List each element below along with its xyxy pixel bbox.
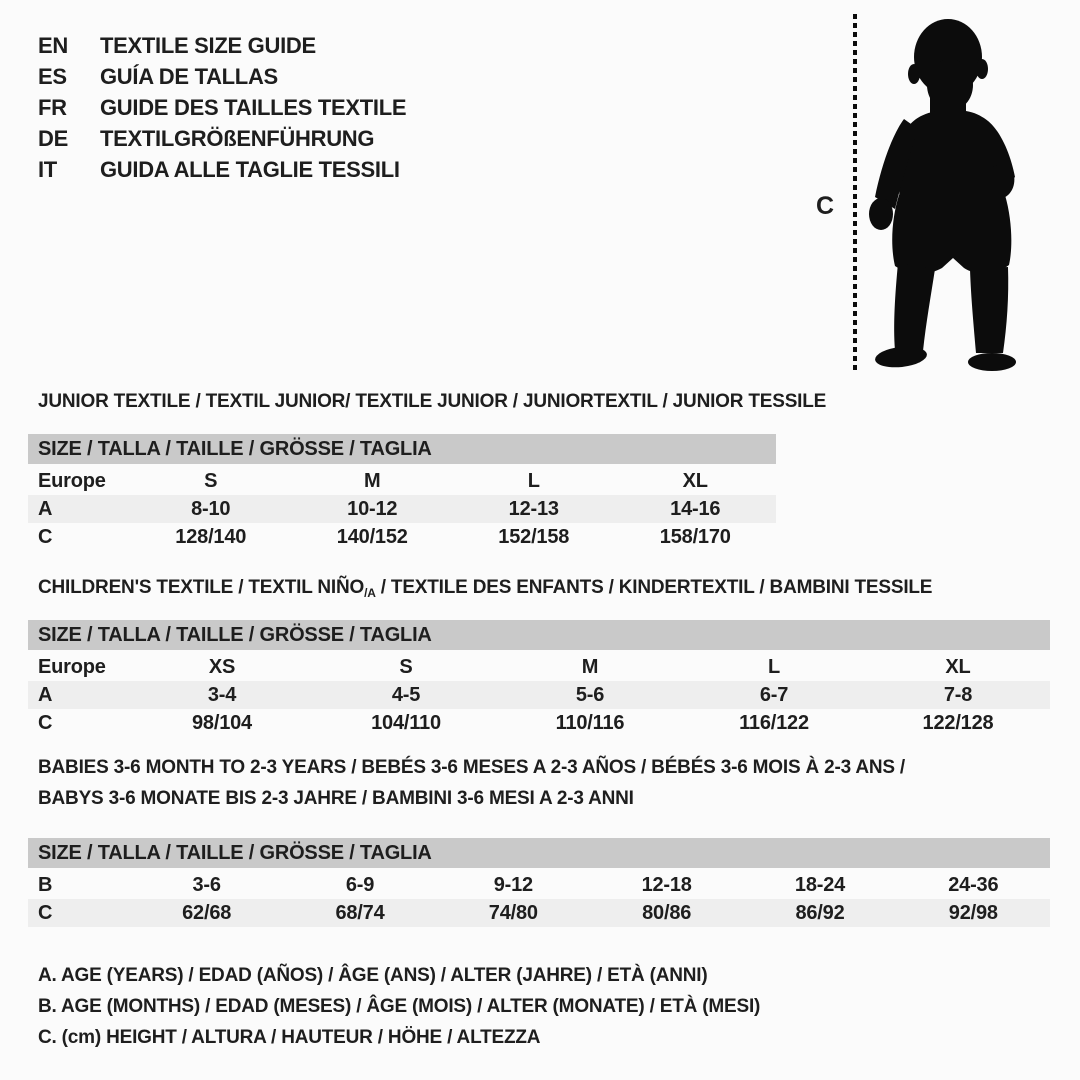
- months-cell: 18-24: [794, 873, 846, 896]
- size-cell: XS: [208, 655, 236, 678]
- age-cell: 5-6: [575, 683, 605, 706]
- size-cell: S: [204, 469, 218, 492]
- size-cell: M: [581, 655, 599, 678]
- row-label: A: [38, 497, 53, 520]
- height-cell: 104/110: [371, 711, 441, 734]
- months-cell: 12-18: [641, 873, 692, 896]
- age-cell: 12-13: [508, 497, 559, 520]
- height-cell: 158/170: [659, 525, 731, 548]
- language-row-de: [38, 123, 406, 154]
- language-code: FR: [38, 94, 67, 120]
- children-title-prefix: CHILDREN'S TEXTILE / TEXTIL NIÑO: [38, 577, 365, 598]
- children-size-row: [28, 653, 1050, 681]
- guide-title-it: GUIDA ALLE TAGLIE TESSILI: [100, 156, 400, 182]
- size-header-bar: [28, 620, 1050, 650]
- junior-size-row: [28, 467, 776, 495]
- children-age-row: [28, 681, 1050, 709]
- height-cell: 140/152: [336, 525, 408, 548]
- size-header-label: SIZE / TALLA / TAILLE / GRÖSSE / TAGLIA: [38, 437, 432, 460]
- size-header-bar: [28, 838, 1050, 868]
- row-label: C: [38, 525, 53, 548]
- region-label: Europe: [38, 469, 106, 492]
- row-label: C: [38, 901, 53, 924]
- children-size-table: [28, 620, 1050, 737]
- age-cell: 14-16: [670, 497, 721, 520]
- row-label: C: [38, 711, 53, 734]
- guide-title-de: TEXTILGRÖßENFÜHRUNG: [100, 125, 375, 151]
- months-cell: 9-12: [493, 873, 533, 896]
- size-cell: M: [364, 469, 381, 492]
- guide-title-fr: GUIDE DES TAILLES TEXTILE: [100, 94, 407, 120]
- height-cell: 98/104: [192, 711, 252, 734]
- junior-age-row: [28, 495, 776, 523]
- size-cell: S: [399, 655, 413, 678]
- height-measure-dotted-line: [853, 14, 857, 374]
- language-code: DE: [38, 125, 68, 151]
- height-cell: 68/74: [335, 901, 385, 924]
- height-cell: 80/86: [642, 901, 692, 924]
- age-cell: 8-10: [191, 497, 231, 520]
- language-row-en: [38, 30, 406, 61]
- measure-legend: [38, 960, 760, 1053]
- babies-section-title: [38, 752, 905, 814]
- age-cell: 6-7: [759, 683, 789, 706]
- guide-title-es: GUÍA DE TALLAS: [100, 63, 278, 89]
- months-cell: 6-9: [345, 873, 375, 896]
- language-row-it: [38, 154, 406, 185]
- height-cell: 122/128: [922, 711, 994, 734]
- height-cell: 62/68: [182, 901, 232, 924]
- toddler-silhouette-icon: [864, 17, 1018, 373]
- babies-height-row: [28, 899, 1050, 927]
- babies-months-row: [28, 871, 1050, 899]
- row-label: A: [38, 683, 53, 706]
- row-label: B: [38, 873, 53, 896]
- babies-size-table: [28, 838, 1050, 927]
- height-cell: 116/122: [739, 711, 809, 734]
- guide-title-en: TEXTILE SIZE GUIDE: [100, 32, 316, 58]
- language-code: ES: [38, 63, 67, 89]
- language-row-es: [38, 61, 406, 92]
- region-label: Europe: [38, 655, 106, 678]
- age-cell: 7-8: [943, 683, 973, 706]
- junior-height-row: [28, 523, 776, 551]
- children-title-subscript: /A: [364, 586, 376, 600]
- age-cell: 10-12: [347, 497, 398, 520]
- babies-title-line1: BABIES 3-6 MONTH TO 2-3 YEARS / BEBÉS 3-6 MESES A 2-3 AÑOS / BÉBÉS 3-6 MOIS À 2-3 ANS /: [38, 757, 906, 778]
- size-cell: L: [767, 655, 781, 678]
- age-cell: 4-5: [391, 683, 421, 706]
- height-cell: 74/80: [488, 901, 538, 924]
- children-height-row: [28, 709, 1050, 737]
- height-cell: 128/140: [175, 525, 247, 548]
- size-header-bar: [28, 434, 776, 464]
- babies-title-line2: BABYS 3-6 MONATE BIS 2-3 JAHRE / BAMBINI 3-6 MESI A 2-3 ANNI: [38, 788, 634, 809]
- junior-size-table: [28, 434, 776, 551]
- height-cell: 110/116: [555, 711, 625, 734]
- children-title-suffix: / TEXTILE DES ENFANTS / KINDERTEXTIL / BAMBINI TESSILE: [375, 577, 933, 598]
- language-header: [38, 30, 406, 185]
- size-cell: XL: [945, 655, 971, 678]
- legend-line-b: B. AGE (MONTHS) / EDAD (MESES) / ÂGE (MOIS) / ALTER (MONATE) / ETÀ (MESI): [38, 996, 761, 1017]
- height-cell: 86/92: [795, 901, 845, 924]
- children-section-title: [38, 577, 932, 600]
- months-cell: 24-36: [948, 873, 999, 896]
- height-cell: 152/158: [498, 525, 570, 548]
- size-header-label: SIZE / TALLA / TAILLE / GRÖSSE / TAGLIA: [38, 623, 432, 646]
- legend-line-c: C. (cm) HEIGHT / ALTURA / HAUTEUR / HÖHE / ALTEZZA: [38, 1027, 541, 1048]
- size-cell: XL: [682, 469, 708, 492]
- height-measure-label: C: [816, 192, 835, 220]
- age-cell: 3-4: [207, 683, 237, 706]
- junior-section-title: JUNIOR TEXTILE / TEXTIL JUNIOR/ TEXTILE JUNIOR / JUNIORTEXTIL / JUNIOR TESSILE: [38, 391, 827, 412]
- language-row-fr: [38, 92, 406, 123]
- legend-line-a: A. AGE (YEARS) / EDAD (AÑOS) / ÂGE (ANS) / ALTER (JAHRE) / ETÀ (ANNI): [38, 965, 708, 986]
- size-header-label: SIZE / TALLA / TAILLE / GRÖSSE / TAGLIA: [38, 841, 432, 864]
- language-code: IT: [38, 156, 57, 182]
- months-cell: 3-6: [192, 873, 221, 896]
- height-cell: 92/98: [948, 901, 998, 924]
- language-code: EN: [38, 32, 68, 58]
- size-cell: L: [527, 469, 540, 492]
